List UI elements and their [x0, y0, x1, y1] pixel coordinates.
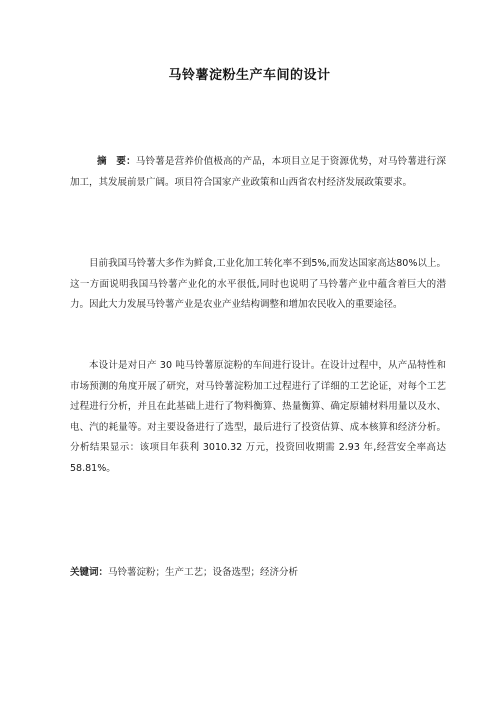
abstract-label: 摘 要：	[97, 156, 136, 167]
keywords-line	[70, 563, 446, 584]
abstract-paragraph	[70, 152, 446, 193]
document-title: 马铃薯淀粉生产车间的设计	[168, 68, 331, 83]
keywords-label: 关键词：	[70, 567, 109, 578]
abstract-text: 马铃薯是营养价值极高的产品，本项目立足于资源优势，对马铃薯进行深加工，其发展前景广阔。项目符合国家产业政策和山西省农村经济发展政策要求。	[70, 156, 446, 188]
keywords-text: 马铃薯淀粉；生产工艺；设备选型；经济分析	[108, 567, 299, 578]
body-paragraph-market: 目前我国马铃薯大多作为鲜食,工业化加工转化率不到5%,而发达国家高达80%以上。这一方面说明我国马铃薯产业化的水平很低,同时也说明了马铃薯产业中蕴含着巨大的潜力。因此大力发展马铃薯产业是农业产业结构调整和增加农民收入的重要途径。	[70, 258, 446, 310]
body-paragraph-design: 本设计是对日产 30 吨马铃薯原淀粉的车间进行设计。在设计过程中，从产品特性和市场预测的角度开展了研究，对马铃薯淀粉加工过程进行了详细的工艺论证，对每个工艺过程进行分析，并且在此基础上进行了物料衡算、热量衡算、确定原辅材料用量以及水、电、汽的耗量等。对主要设备进行了选型，最后进行了投资估算、成本核算和经济分析。分析结果显示：该项目年获利 3010.32 万元，投资回收期需 2.93 年,经营安全率高达 58.81%。	[70, 360, 446, 474]
